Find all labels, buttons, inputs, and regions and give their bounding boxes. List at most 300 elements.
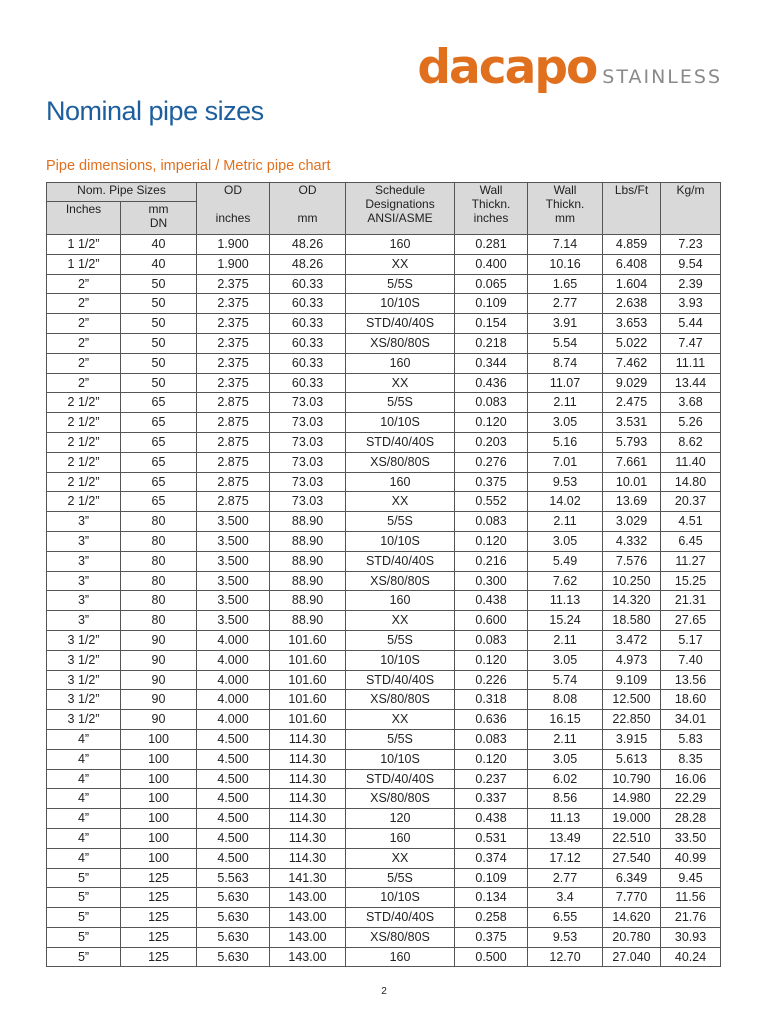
cell-wall-mm: 2.77 (528, 868, 603, 888)
cell-wall-mm: 5.54 (528, 333, 603, 353)
cell-od-mm: 73.03 (270, 432, 346, 452)
cell-kg-per-m: 5.44 (661, 314, 721, 334)
cell-lbs-per-ft: 2.638 (603, 294, 661, 314)
cell-lbs-per-ft: 6.349 (603, 868, 661, 888)
cell-wall-inches: 0.337 (455, 789, 528, 809)
cell-nominal-inches: 3 1/2” (47, 650, 121, 670)
cell-nominal-mm-dn: 100 (121, 789, 197, 809)
cell-wall-mm: 5.74 (528, 670, 603, 690)
cell-nominal-mm-dn: 80 (121, 611, 197, 631)
cell-od-inches: 4.500 (197, 828, 270, 848)
cell-od-inches: 4.500 (197, 809, 270, 829)
cell-od-inches: 2.375 (197, 373, 270, 393)
header-nom-pipe-sizes: Nom. Pipe Sizes (47, 183, 197, 202)
cell-wall-mm: 5.16 (528, 432, 603, 452)
cell-wall-mm: 2.11 (528, 630, 603, 650)
cell-schedule: XS/80/80S (346, 571, 455, 591)
table-row (47, 908, 721, 928)
cell-od-inches: 5.630 (197, 908, 270, 928)
cell-wall-mm: 2.11 (528, 393, 603, 413)
table-row (47, 472, 721, 492)
table-row (47, 235, 721, 255)
cell-od-mm: 143.00 (270, 947, 346, 967)
cell-od-mm: 143.00 (270, 908, 346, 928)
cell-schedule: XS/80/80S (346, 789, 455, 809)
cell-wall-inches: 0.500 (455, 947, 528, 967)
cell-nominal-mm-dn: 100 (121, 809, 197, 829)
cell-schedule: XS/80/80S (346, 927, 455, 947)
cell-od-mm: 143.00 (270, 927, 346, 947)
cell-nominal-inches: 2 1/2” (47, 452, 121, 472)
cell-lbs-per-ft: 5.613 (603, 749, 661, 769)
cell-schedule: 5/5S (346, 630, 455, 650)
cell-od-inches: 2.875 (197, 472, 270, 492)
cell-od-inches: 2.375 (197, 314, 270, 334)
cell-od-inches: 4.000 (197, 710, 270, 730)
cell-nominal-mm-dn: 100 (121, 828, 197, 848)
cell-wall-inches: 0.226 (455, 670, 528, 690)
cell-od-inches: 5.630 (197, 888, 270, 908)
cell-nominal-mm-dn: 65 (121, 492, 197, 512)
cell-schedule: STD/40/40S (346, 769, 455, 789)
cell-od-mm: 48.26 (270, 235, 346, 255)
table-row (47, 710, 721, 730)
cell-od-mm: 88.90 (270, 531, 346, 551)
cell-nominal-inches: 2” (47, 294, 121, 314)
cell-nominal-mm-dn: 50 (121, 353, 197, 373)
cell-od-inches: 3.500 (197, 611, 270, 631)
cell-wall-inches: 0.531 (455, 828, 528, 848)
table-row (47, 314, 721, 334)
dacapo-logo (417, 40, 722, 95)
cell-schedule: 5/5S (346, 868, 455, 888)
cell-nominal-mm-dn: 90 (121, 710, 197, 730)
cell-lbs-per-ft: 22.510 (603, 828, 661, 848)
cell-nominal-inches: 2” (47, 314, 121, 334)
cell-wall-mm: 2.77 (528, 294, 603, 314)
header-mm-dn: mm DN (121, 202, 197, 235)
cell-od-mm: 114.30 (270, 809, 346, 829)
cell-lbs-per-ft: 7.462 (603, 353, 661, 373)
table-row (47, 353, 721, 373)
table-row (47, 294, 721, 314)
cell-schedule: XX (346, 373, 455, 393)
cell-nominal-mm-dn: 50 (121, 314, 197, 334)
cell-wall-inches: 0.400 (455, 254, 528, 274)
table-row (47, 571, 721, 591)
cell-kg-per-m: 16.06 (661, 769, 721, 789)
cell-nominal-mm-dn: 90 (121, 690, 197, 710)
table-row (47, 413, 721, 433)
cell-schedule: STD/40/40S (346, 551, 455, 571)
table-row (47, 512, 721, 532)
page-number: 2 (381, 986, 387, 997)
cell-lbs-per-ft: 3.472 (603, 630, 661, 650)
cell-od-mm: 114.30 (270, 848, 346, 868)
cell-wall-mm: 6.02 (528, 769, 603, 789)
cell-wall-mm: 11.13 (528, 591, 603, 611)
table-row (47, 393, 721, 413)
table-row (47, 432, 721, 452)
cell-lbs-per-ft: 27.040 (603, 947, 661, 967)
cell-schedule: 10/10S (346, 888, 455, 908)
table-row (47, 729, 721, 749)
cell-nominal-inches: 5” (47, 927, 121, 947)
cell-nominal-inches: 3” (47, 571, 121, 591)
cell-schedule: 160 (346, 591, 455, 611)
cell-schedule: XX (346, 710, 455, 730)
cell-wall-inches: 0.436 (455, 373, 528, 393)
cell-schedule: 5/5S (346, 274, 455, 294)
cell-lbs-per-ft: 2.475 (603, 393, 661, 413)
cell-nominal-inches: 5” (47, 908, 121, 928)
cell-nominal-mm-dn: 125 (121, 927, 197, 947)
cell-schedule: STD/40/40S (346, 314, 455, 334)
cell-wall-mm: 2.11 (528, 512, 603, 532)
cell-wall-inches: 0.134 (455, 888, 528, 908)
cell-wall-inches: 0.218 (455, 333, 528, 353)
table-row (47, 531, 721, 551)
cell-kg-per-m: 11.40 (661, 452, 721, 472)
cell-od-mm: 73.03 (270, 413, 346, 433)
cell-wall-mm: 3.05 (528, 749, 603, 769)
cell-lbs-per-ft: 18.580 (603, 611, 661, 631)
cell-wall-mm: 11.13 (528, 809, 603, 829)
cell-kg-per-m: 20.37 (661, 492, 721, 512)
cell-wall-inches: 0.109 (455, 294, 528, 314)
cell-schedule: XS/80/80S (346, 333, 455, 353)
logo-subtitle: STAINLESS (602, 66, 722, 88)
cell-nominal-inches: 2 1/2” (47, 393, 121, 413)
cell-wall-inches: 0.374 (455, 848, 528, 868)
cell-lbs-per-ft: 10.250 (603, 571, 661, 591)
cell-kg-per-m: 30.93 (661, 927, 721, 947)
cell-wall-inches: 0.375 (455, 927, 528, 947)
cell-schedule: 10/10S (346, 650, 455, 670)
cell-od-mm: 114.30 (270, 828, 346, 848)
cell-nominal-inches: 4” (47, 769, 121, 789)
cell-kg-per-m: 7.23 (661, 235, 721, 255)
cell-schedule: 160 (346, 235, 455, 255)
cell-nominal-inches: 4” (47, 789, 121, 809)
cell-nominal-mm-dn: 65 (121, 472, 197, 492)
cell-schedule: XS/80/80S (346, 452, 455, 472)
cell-kg-per-m: 13.44 (661, 373, 721, 393)
cell-nominal-mm-dn: 40 (121, 235, 197, 255)
cell-kg-per-m: 21.31 (661, 591, 721, 611)
cell-kg-per-m: 40.24 (661, 947, 721, 967)
cell-lbs-per-ft: 3.915 (603, 729, 661, 749)
cell-od-mm: 114.30 (270, 729, 346, 749)
cell-od-mm: 101.60 (270, 690, 346, 710)
cell-kg-per-m: 6.45 (661, 531, 721, 551)
cell-kg-per-m: 4.51 (661, 512, 721, 532)
header-lbs-ft: Lbs/Ft (603, 183, 661, 235)
table-row (47, 650, 721, 670)
cell-nominal-mm-dn: 65 (121, 413, 197, 433)
cell-schedule: 5/5S (346, 729, 455, 749)
cell-schedule: STD/40/40S (346, 432, 455, 452)
cell-kg-per-m: 7.40 (661, 650, 721, 670)
chart-subtitle: Pipe dimensions, imperial / Metric pipe chart (46, 158, 331, 174)
table-row (47, 373, 721, 393)
cell-kg-per-m: 2.39 (661, 274, 721, 294)
cell-od-mm: 60.33 (270, 373, 346, 393)
cell-kg-per-m: 3.68 (661, 393, 721, 413)
cell-kg-per-m: 3.93 (661, 294, 721, 314)
cell-od-inches: 4.500 (197, 848, 270, 868)
cell-od-inches: 5.563 (197, 868, 270, 888)
cell-nominal-inches: 3 1/2” (47, 690, 121, 710)
cell-nominal-inches: 3 1/2” (47, 670, 121, 690)
cell-wall-mm: 8.08 (528, 690, 603, 710)
cell-nominal-inches: 3 1/2” (47, 710, 121, 730)
cell-schedule: STD/40/40S (346, 670, 455, 690)
table-row (47, 868, 721, 888)
cell-nominal-mm-dn: 90 (121, 650, 197, 670)
cell-lbs-per-ft: 7.770 (603, 888, 661, 908)
cell-nominal-mm-dn: 50 (121, 333, 197, 353)
cell-nominal-inches: 2” (47, 373, 121, 393)
cell-nominal-mm-dn: 65 (121, 452, 197, 472)
cell-schedule: 160 (346, 353, 455, 373)
cell-lbs-per-ft: 13.69 (603, 492, 661, 512)
cell-od-mm: 88.90 (270, 591, 346, 611)
cell-lbs-per-ft: 3.029 (603, 512, 661, 532)
cell-wall-inches: 0.281 (455, 235, 528, 255)
cell-nominal-inches: 5” (47, 868, 121, 888)
table-row (47, 333, 721, 353)
cell-nominal-inches: 3” (47, 551, 121, 571)
cell-wall-inches: 0.552 (455, 492, 528, 512)
cell-kg-per-m: 8.62 (661, 432, 721, 452)
cell-kg-per-m: 40.99 (661, 848, 721, 868)
cell-wall-inches: 0.120 (455, 413, 528, 433)
table-row (47, 452, 721, 472)
cell-kg-per-m: 5.26 (661, 413, 721, 433)
cell-wall-mm: 9.53 (528, 472, 603, 492)
cell-nominal-mm-dn: 100 (121, 749, 197, 769)
cell-nominal-mm-dn: 125 (121, 947, 197, 967)
cell-od-mm: 101.60 (270, 710, 346, 730)
cell-nominal-mm-dn: 80 (121, 591, 197, 611)
cell-wall-mm: 3.05 (528, 650, 603, 670)
cell-lbs-per-ft: 1.604 (603, 274, 661, 294)
cell-od-inches: 4.000 (197, 690, 270, 710)
cell-kg-per-m: 22.29 (661, 789, 721, 809)
table-row (47, 828, 721, 848)
cell-kg-per-m: 9.54 (661, 254, 721, 274)
header-wall-mm: Wall Thickn. mm (528, 183, 603, 235)
cell-wall-inches: 0.154 (455, 314, 528, 334)
cell-wall-mm: 3.05 (528, 531, 603, 551)
cell-wall-inches: 0.438 (455, 591, 528, 611)
cell-kg-per-m: 9.45 (661, 868, 721, 888)
cell-lbs-per-ft: 10.790 (603, 769, 661, 789)
cell-od-inches: 4.000 (197, 670, 270, 690)
cell-wall-mm: 9.53 (528, 927, 603, 947)
table-row (47, 630, 721, 650)
cell-nominal-mm-dn: 100 (121, 769, 197, 789)
cell-wall-mm: 3.4 (528, 888, 603, 908)
cell-od-inches: 5.630 (197, 927, 270, 947)
cell-od-inches: 5.630 (197, 947, 270, 967)
cell-schedule: STD/40/40S (346, 908, 455, 928)
header-od-mm: OD mm (270, 183, 346, 235)
cell-od-inches: 4.500 (197, 789, 270, 809)
cell-wall-mm: 7.01 (528, 452, 603, 472)
cell-lbs-per-ft: 4.859 (603, 235, 661, 255)
cell-kg-per-m: 27.65 (661, 611, 721, 631)
cell-wall-inches: 0.120 (455, 749, 528, 769)
cell-lbs-per-ft: 5.022 (603, 333, 661, 353)
cell-nominal-inches: 4” (47, 809, 121, 829)
cell-kg-per-m: 34.01 (661, 710, 721, 730)
cell-nominal-mm-dn: 40 (121, 254, 197, 274)
table-row (47, 492, 721, 512)
cell-od-mm: 73.03 (270, 393, 346, 413)
cell-wall-mm: 14.02 (528, 492, 603, 512)
cell-schedule: 10/10S (346, 413, 455, 433)
logo-wordmark: dacapo (417, 40, 597, 95)
cell-lbs-per-ft: 22.850 (603, 710, 661, 730)
cell-nominal-mm-dn: 125 (121, 868, 197, 888)
cell-od-mm: 101.60 (270, 650, 346, 670)
header-inches: Inches (47, 202, 121, 235)
cell-wall-inches: 0.318 (455, 690, 528, 710)
cell-wall-inches: 0.300 (455, 571, 528, 591)
cell-wall-mm: 5.49 (528, 551, 603, 571)
cell-od-mm: 88.90 (270, 571, 346, 591)
cell-lbs-per-ft: 19.000 (603, 809, 661, 829)
cell-wall-mm: 2.11 (528, 729, 603, 749)
cell-od-inches: 3.500 (197, 551, 270, 571)
cell-nominal-mm-dn: 90 (121, 670, 197, 690)
cell-schedule: 160 (346, 472, 455, 492)
cell-kg-per-m: 7.47 (661, 333, 721, 353)
cell-wall-mm: 8.56 (528, 789, 603, 809)
cell-wall-inches: 0.258 (455, 908, 528, 928)
cell-nominal-inches: 3” (47, 531, 121, 551)
cell-od-inches: 1.900 (197, 235, 270, 255)
cell-od-mm: 141.30 (270, 868, 346, 888)
cell-od-inches: 3.500 (197, 512, 270, 532)
cell-schedule: XX (346, 611, 455, 631)
cell-wall-inches: 0.600 (455, 611, 528, 631)
cell-od-mm: 60.33 (270, 314, 346, 334)
cell-nominal-inches: 4” (47, 848, 121, 868)
cell-wall-mm: 15.24 (528, 611, 603, 631)
cell-od-mm: 60.33 (270, 333, 346, 353)
cell-nominal-mm-dn: 80 (121, 512, 197, 532)
cell-nominal-inches: 1 1/2” (47, 235, 121, 255)
cell-nominal-mm-dn: 80 (121, 571, 197, 591)
cell-wall-inches: 0.636 (455, 710, 528, 730)
cell-kg-per-m: 28.28 (661, 809, 721, 829)
cell-od-inches: 2.375 (197, 294, 270, 314)
cell-nominal-mm-dn: 50 (121, 294, 197, 314)
cell-nominal-mm-dn: 100 (121, 729, 197, 749)
cell-schedule: 5/5S (346, 393, 455, 413)
cell-wall-mm: 13.49 (528, 828, 603, 848)
cell-nominal-inches: 2 1/2” (47, 432, 121, 452)
cell-od-mm: 88.90 (270, 611, 346, 631)
cell-wall-mm: 12.70 (528, 947, 603, 967)
cell-lbs-per-ft: 6.408 (603, 254, 661, 274)
cell-od-inches: 2.875 (197, 413, 270, 433)
cell-nominal-inches: 5” (47, 947, 121, 967)
cell-nominal-mm-dn: 125 (121, 888, 197, 908)
cell-od-mm: 73.03 (270, 492, 346, 512)
cell-od-inches: 2.875 (197, 452, 270, 472)
cell-lbs-per-ft: 5.793 (603, 432, 661, 452)
cell-schedule: XS/80/80S (346, 690, 455, 710)
cell-wall-mm: 10.16 (528, 254, 603, 274)
cell-od-inches: 4.500 (197, 729, 270, 749)
cell-nominal-inches: 2” (47, 274, 121, 294)
table-row (47, 591, 721, 611)
cell-lbs-per-ft: 7.576 (603, 551, 661, 571)
cell-od-inches: 4.500 (197, 749, 270, 769)
cell-wall-inches: 0.375 (455, 472, 528, 492)
cell-nominal-inches: 4” (47, 828, 121, 848)
cell-nominal-inches: 2 1/2” (47, 413, 121, 433)
table-row (47, 690, 721, 710)
cell-schedule: 10/10S (346, 531, 455, 551)
cell-wall-inches: 0.203 (455, 432, 528, 452)
cell-wall-inches: 0.237 (455, 769, 528, 789)
cell-wall-inches: 0.120 (455, 650, 528, 670)
cell-lbs-per-ft: 4.973 (603, 650, 661, 670)
cell-lbs-per-ft: 14.320 (603, 591, 661, 611)
cell-wall-inches: 0.083 (455, 393, 528, 413)
cell-nominal-mm-dn: 50 (121, 373, 197, 393)
cell-od-inches: 4.000 (197, 650, 270, 670)
cell-od-mm: 114.30 (270, 769, 346, 789)
cell-schedule: 10/10S (346, 294, 455, 314)
cell-wall-inches: 0.276 (455, 452, 528, 472)
cell-lbs-per-ft: 14.980 (603, 789, 661, 809)
cell-wall-mm: 6.55 (528, 908, 603, 928)
cell-nominal-mm-dn: 50 (121, 274, 197, 294)
cell-wall-inches: 0.083 (455, 729, 528, 749)
cell-wall-mm: 3.05 (528, 413, 603, 433)
cell-nominal-inches: 2 1/2” (47, 472, 121, 492)
table-row (47, 551, 721, 571)
cell-od-mm: 60.33 (270, 294, 346, 314)
cell-lbs-per-ft: 27.540 (603, 848, 661, 868)
table-row (47, 809, 721, 829)
cell-wall-inches: 0.065 (455, 274, 528, 294)
cell-kg-per-m: 14.80 (661, 472, 721, 492)
cell-od-inches: 2.375 (197, 333, 270, 353)
cell-lbs-per-ft: 20.780 (603, 927, 661, 947)
cell-schedule: 160 (346, 947, 455, 967)
cell-kg-per-m: 5.83 (661, 729, 721, 749)
table-row (47, 749, 721, 769)
cell-lbs-per-ft: 7.661 (603, 452, 661, 472)
cell-wall-inches: 0.438 (455, 809, 528, 829)
cell-nominal-inches: 1 1/2” (47, 254, 121, 274)
cell-schedule: 5/5S (346, 512, 455, 532)
cell-wall-mm: 17.12 (528, 848, 603, 868)
cell-wall-inches: 0.216 (455, 551, 528, 571)
table-row (47, 789, 721, 809)
cell-nominal-inches: 4” (47, 749, 121, 769)
cell-kg-per-m: 11.56 (661, 888, 721, 908)
cell-schedule: 10/10S (346, 749, 455, 769)
cell-nominal-inches: 2” (47, 353, 121, 373)
